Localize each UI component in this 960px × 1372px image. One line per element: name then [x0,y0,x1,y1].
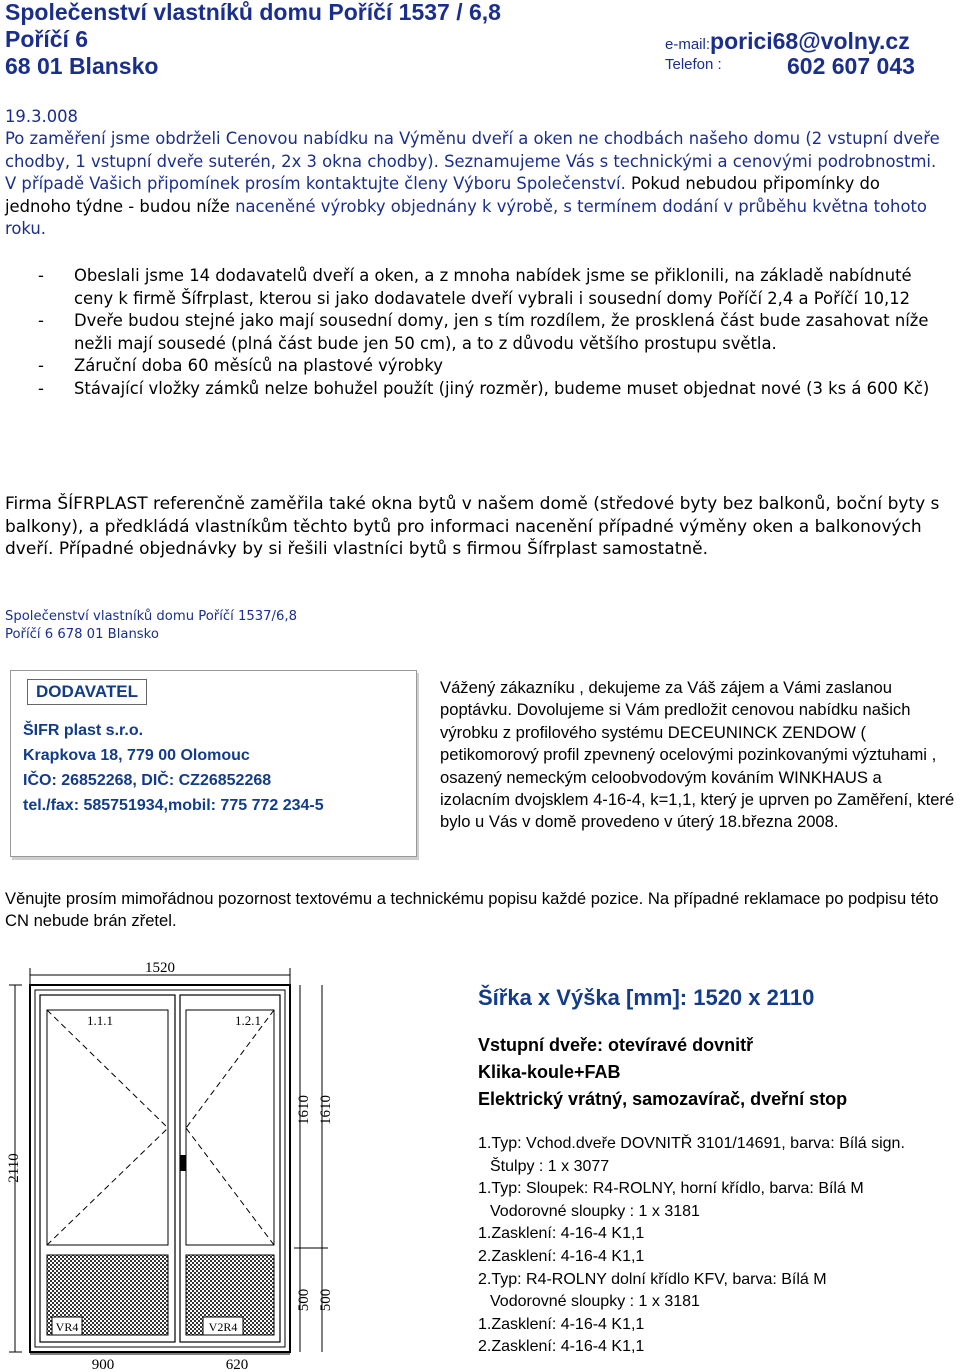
spec-line-2: Klika-koule+FAB [478,1062,621,1082]
width-dimension: 1520 [145,960,175,976]
org-street: Poříčí 6 [5,26,89,52]
list-item: Vodorovné sloupky : 1 x 3181 [490,1293,700,1311]
size-title: Šířka x Výška [mm]: 1520 x 2110 [478,985,815,1010]
sender-address: Společenství vlastníků domu Poříčí 1537/6,8 Poříčí 6 678 01 Blansko [5,609,297,642]
list-item: 2.Zasklení: 4-16-4 K1,1 [478,1338,645,1356]
phone-label: Telefon : [665,56,722,73]
list-item: 2.Zasklení: 4-16-4 K1,1 [478,1247,645,1265]
list-item: - Obeslali jsme 14 dodavatelů dveří a oken, a z mnoha nabídek jsme se přiklonili, na základě nabídnuté ceny k firmě Šífrplast, kterou si jako dodavatele dveří vybrali i sousední domy Poříčí 2,4 a Poříčí 10,12 [38,266,912,308]
offer-text: Vážený zákazníku , dekujeme za Váš zájem a Vámi zaslanou poptávku. Dovolujeme si Vám predložit cenovou nabídku našich výrobku z profilového systému DECEUNINCK ZENDOW ( petikomorový profil zpevnený ocelovými pozinkovanými výztuhami , osazený nemeckým celoobvodovým kováním WINKHAUS a izolacním dvojsklem 4-16-4, k=1,1, který je uprven po Zaměření, které bylo u Vás v domě provedeno v úterý 18.března 2008. [440,678,955,832]
spec-line-3: Elektrický vrátný, samozavírač, dveřní stop [478,1089,848,1109]
list-item: Štulpy : 1 x 3077 [490,1157,610,1175]
letter-date: 19.3.008 [5,107,78,126]
supplier-address: Krapkova 18, 779 00 Olomouc [23,747,250,764]
email-link[interactable]: porici68@volny.cz [710,28,910,54]
list-item: 1.Zasklení: 4-16-4 K1,1 [478,1315,645,1333]
phone-number: 602 607 043 [787,53,915,79]
list-item: 1.Typ: Vchod.dveře DOVNITŘ 3101/14691, barva: Bílá sign. [478,1135,905,1152]
email-label: e-mail: [665,36,711,53]
supplier-card [10,670,417,857]
supplier-ids: IČO: 26852268, DIČ: CZ26852268 [23,772,272,789]
phone-row [665,54,722,73]
list-item: - Dveře budou stejné jako mají sousední domy, jen s tím rozdílem, že prosklená část bude zasahovat níže nežli mají sousedé (plná část bude jen 50 cm), a to z důvodu většího prostupu světla. [38,311,929,353]
list-item: 2.Typ: R4-ROLNY dolní křídlo KFV, barva: Bílá M [478,1270,827,1288]
low-dimension-2: 500 [318,1288,334,1312]
note-text: Věnujte prosím mimořádnou pozornost textovému a technickému popisu každé pozice. Na případné reklamace po podpisu této CN nebude brán zřetel. [5,889,939,931]
org-city: 68 01 Blansko [5,53,159,79]
side-dimension-2: 1610 [318,1095,334,1125]
bullet-list [38,265,948,401]
supplier-contact: tel./fax: 585751934,mobil: 775 772 234-5 [23,797,324,814]
spec-header [478,1032,847,1113]
bottom-dimension-2: 620 [225,1357,249,1372]
spec-items [478,1133,905,1359]
intro-text-blue-2: naceněné výrobky objednány k výrobě, s termínem dodání v průběhu května tohoto roku. [5,196,927,239]
side-dimension-1: 1610 [296,1095,312,1125]
org-name: Společenství vlastníků domu Poříčí 1537 / 6,8 [5,0,501,25]
low-dimension-1: 500 [296,1288,312,1312]
height-dimension: 2110 [6,1153,22,1183]
panel-label-1: VR4 [55,1320,79,1334]
email-row [665,28,910,55]
letter-intro [5,106,950,240]
intro-text-black: Pokud nebudou připomínky do jednoho týdne - budou níže [5,174,880,216]
door-drawing [0,950,350,1372]
panel-label-2: V2R4 [208,1320,238,1334]
list-item: Vodorovné sloupky : 1 x 3181 [490,1202,700,1220]
intro-text-blue: Po zaměření jsme obdrželi Cenovou nabídku na Výměnu dveří a oken ne chodbách našeho domu (2 vstupní dveře chodby, 1 vstupní dveře suterén, 2x 3 okna chodby). Seznamujeme Vás s technickými a cenovými podrobnostmi. V případě Vašich připomínek prosím kontaktujte členy Výboru Společenství. [5,129,940,194]
bottom-dimension-1: 900 [91,1357,115,1372]
list-item: 1.Typ: Sloupek: R4-ROLNY, horní křídlo, barva: Bílá M [478,1180,864,1198]
list-item: 1.Zasklení: 4-16-4 K1,1 [478,1225,645,1243]
list-item: - Stávající vložky zámků nelze bohužel použít (jiný rozměr), budeme muset objednat nové (3 ks á 600 Kč) [38,378,930,398]
list-item: - Záruční doba 60 měsíců na plastové výrobky [38,356,443,376]
supplier-title: DODAVATEL [27,679,147,705]
pane-label-2: 1.2.1 [235,1013,261,1028]
pane-label-1: 1.1.1 [87,1013,113,1028]
supplier-name: ŠIFR plast s.r.o. [23,722,144,739]
firma-paragraph: Firma ŠÍFRPLAST referenčně zaměřila také okna bytů v našem domě (středové byty bez balkonů, boční byty s balkony), a předkládá vlastníkům těchto bytů pro informaci nacenění případné výměny oken a balkonových dveří. Případné objednávky by si řešili vlastníci bytů s firmou Šífrplast samostatně. [5,494,940,560]
spec-line-1: Vstupní dveře: otevíravé dovnitř [478,1035,754,1055]
